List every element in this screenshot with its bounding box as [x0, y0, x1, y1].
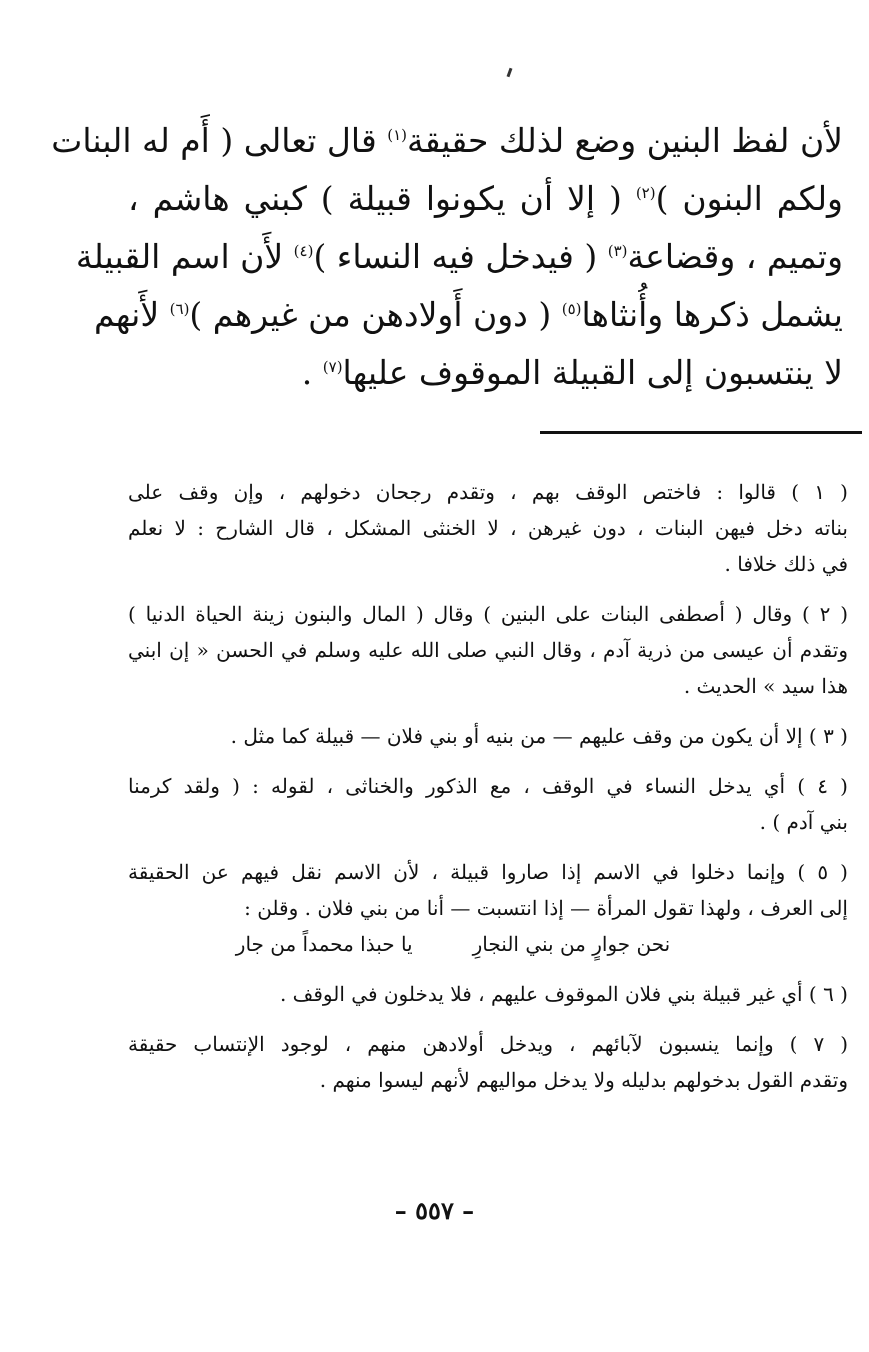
footnote-1: ( ١ ) قالوا : فاختص الوقف بهم ، وتقدم رجحان دخولهم ، وإن وقف على بناته دخل فيهن البنات ، دون غيرهن ، لا الخنثى المشكل ، قال الشارح : لا نعلم في ذلك خلافا .: [128, 480, 848, 576]
footnote-marker: (٦): [169, 300, 190, 318]
footnote-4: ( ٤ ) أي يدخل النساء في الوقف ، مع الذكور والخناثى ، لقوله : ( ولقد كرمنا بني آدم ) .: [128, 774, 848, 834]
ink-speck: [507, 68, 513, 77]
footnote-6: ( ٦ ) أي غير قبيلة بني فلان الموقوف عليهم ، فلا يدخلون في الوقف .: [279, 982, 848, 1006]
footnote-2: ( ٢ ) وقال ( أصطفى البنات على البنين ) وقال ( المال والبنون زينة الحياة الدنيا ) وتقدم أن عيسى من ذرية آدم ، وقال النبي صلى الله عليه وسلم في الحسن « إن ابني هذا سيد » الحديث .: [128, 602, 848, 698]
footnote-marker: (٤): [293, 242, 314, 260]
verse-right-hemistich: نحن جوارٍ من بني النجارِ: [472, 932, 671, 956]
main-text: [51, 112, 843, 402]
footnote-marker: (٢): [635, 184, 656, 202]
footnote-marker: (٧): [322, 358, 343, 376]
main-line: لا ينتسبون إلى القبيلة الموقوف عليها$^{(٧)}$ .: [301, 353, 843, 392]
main-line: ولكم البنون )$^{(٢)}$ ( إلا أن يكونوا قبيلة ) كبني هاشم ،: [128, 179, 843, 218]
footnote-separator: [540, 431, 862, 434]
verse-left-hemistich: يا حبذا محمداً من جار: [235, 932, 413, 956]
main-line: يشمل ذكرها وأُنثاها$^{(٥)}$ ( دون أَولادهن من غيرهم )$^{(٦)}$ لأَنهم: [93, 295, 843, 334]
footnote-marker: (١): [387, 126, 407, 144]
footnote-marker: (٣): [607, 242, 628, 260]
footnote-3: ( ٣ ) إلا أن يكون من وقف عليهم — من بنيه أو بني فلان — قبيلة كما مثل .: [230, 724, 848, 748]
main-line: لأن لفظ البنين وضع لذلك حقيقة$^{(١)}$ قال تعالى ( أَم له البنات: [51, 121, 843, 160]
main-line: وتميم ، وقضاعة$^{(٣)}$ ( فيدخل فيه النساء )$^{(٤)}$ لأَن اسم القبيلة: [75, 237, 843, 276]
footnote-5: ( ٥ ) وإنما دخلوا في الاسم إذا صاروا قبيلة ، لأن الاسم نقل فيهم عن الحقيقة إلى العرف ، ولهذا تقول المرأة — إذا انتسبت — أنا من بني فلان . وقلن :: [128, 860, 848, 920]
page-number: – ٥٥٧ –: [394, 1196, 475, 1225]
footnotes: [128, 474, 848, 1112]
footnote-marker: (٥): [561, 300, 582, 318]
poetry-verse: [128, 926, 848, 966]
footnote-7: ( ٧ ) وإنما ينسبون لآبائهم ، ويدخل أولادهن منهم ، لوجود الإنتساب حقيقة وتقدم القول بدخولهم بدليله ولا يدخل مواليهم لأنهم ليسوا منهم .: [128, 1032, 848, 1092]
